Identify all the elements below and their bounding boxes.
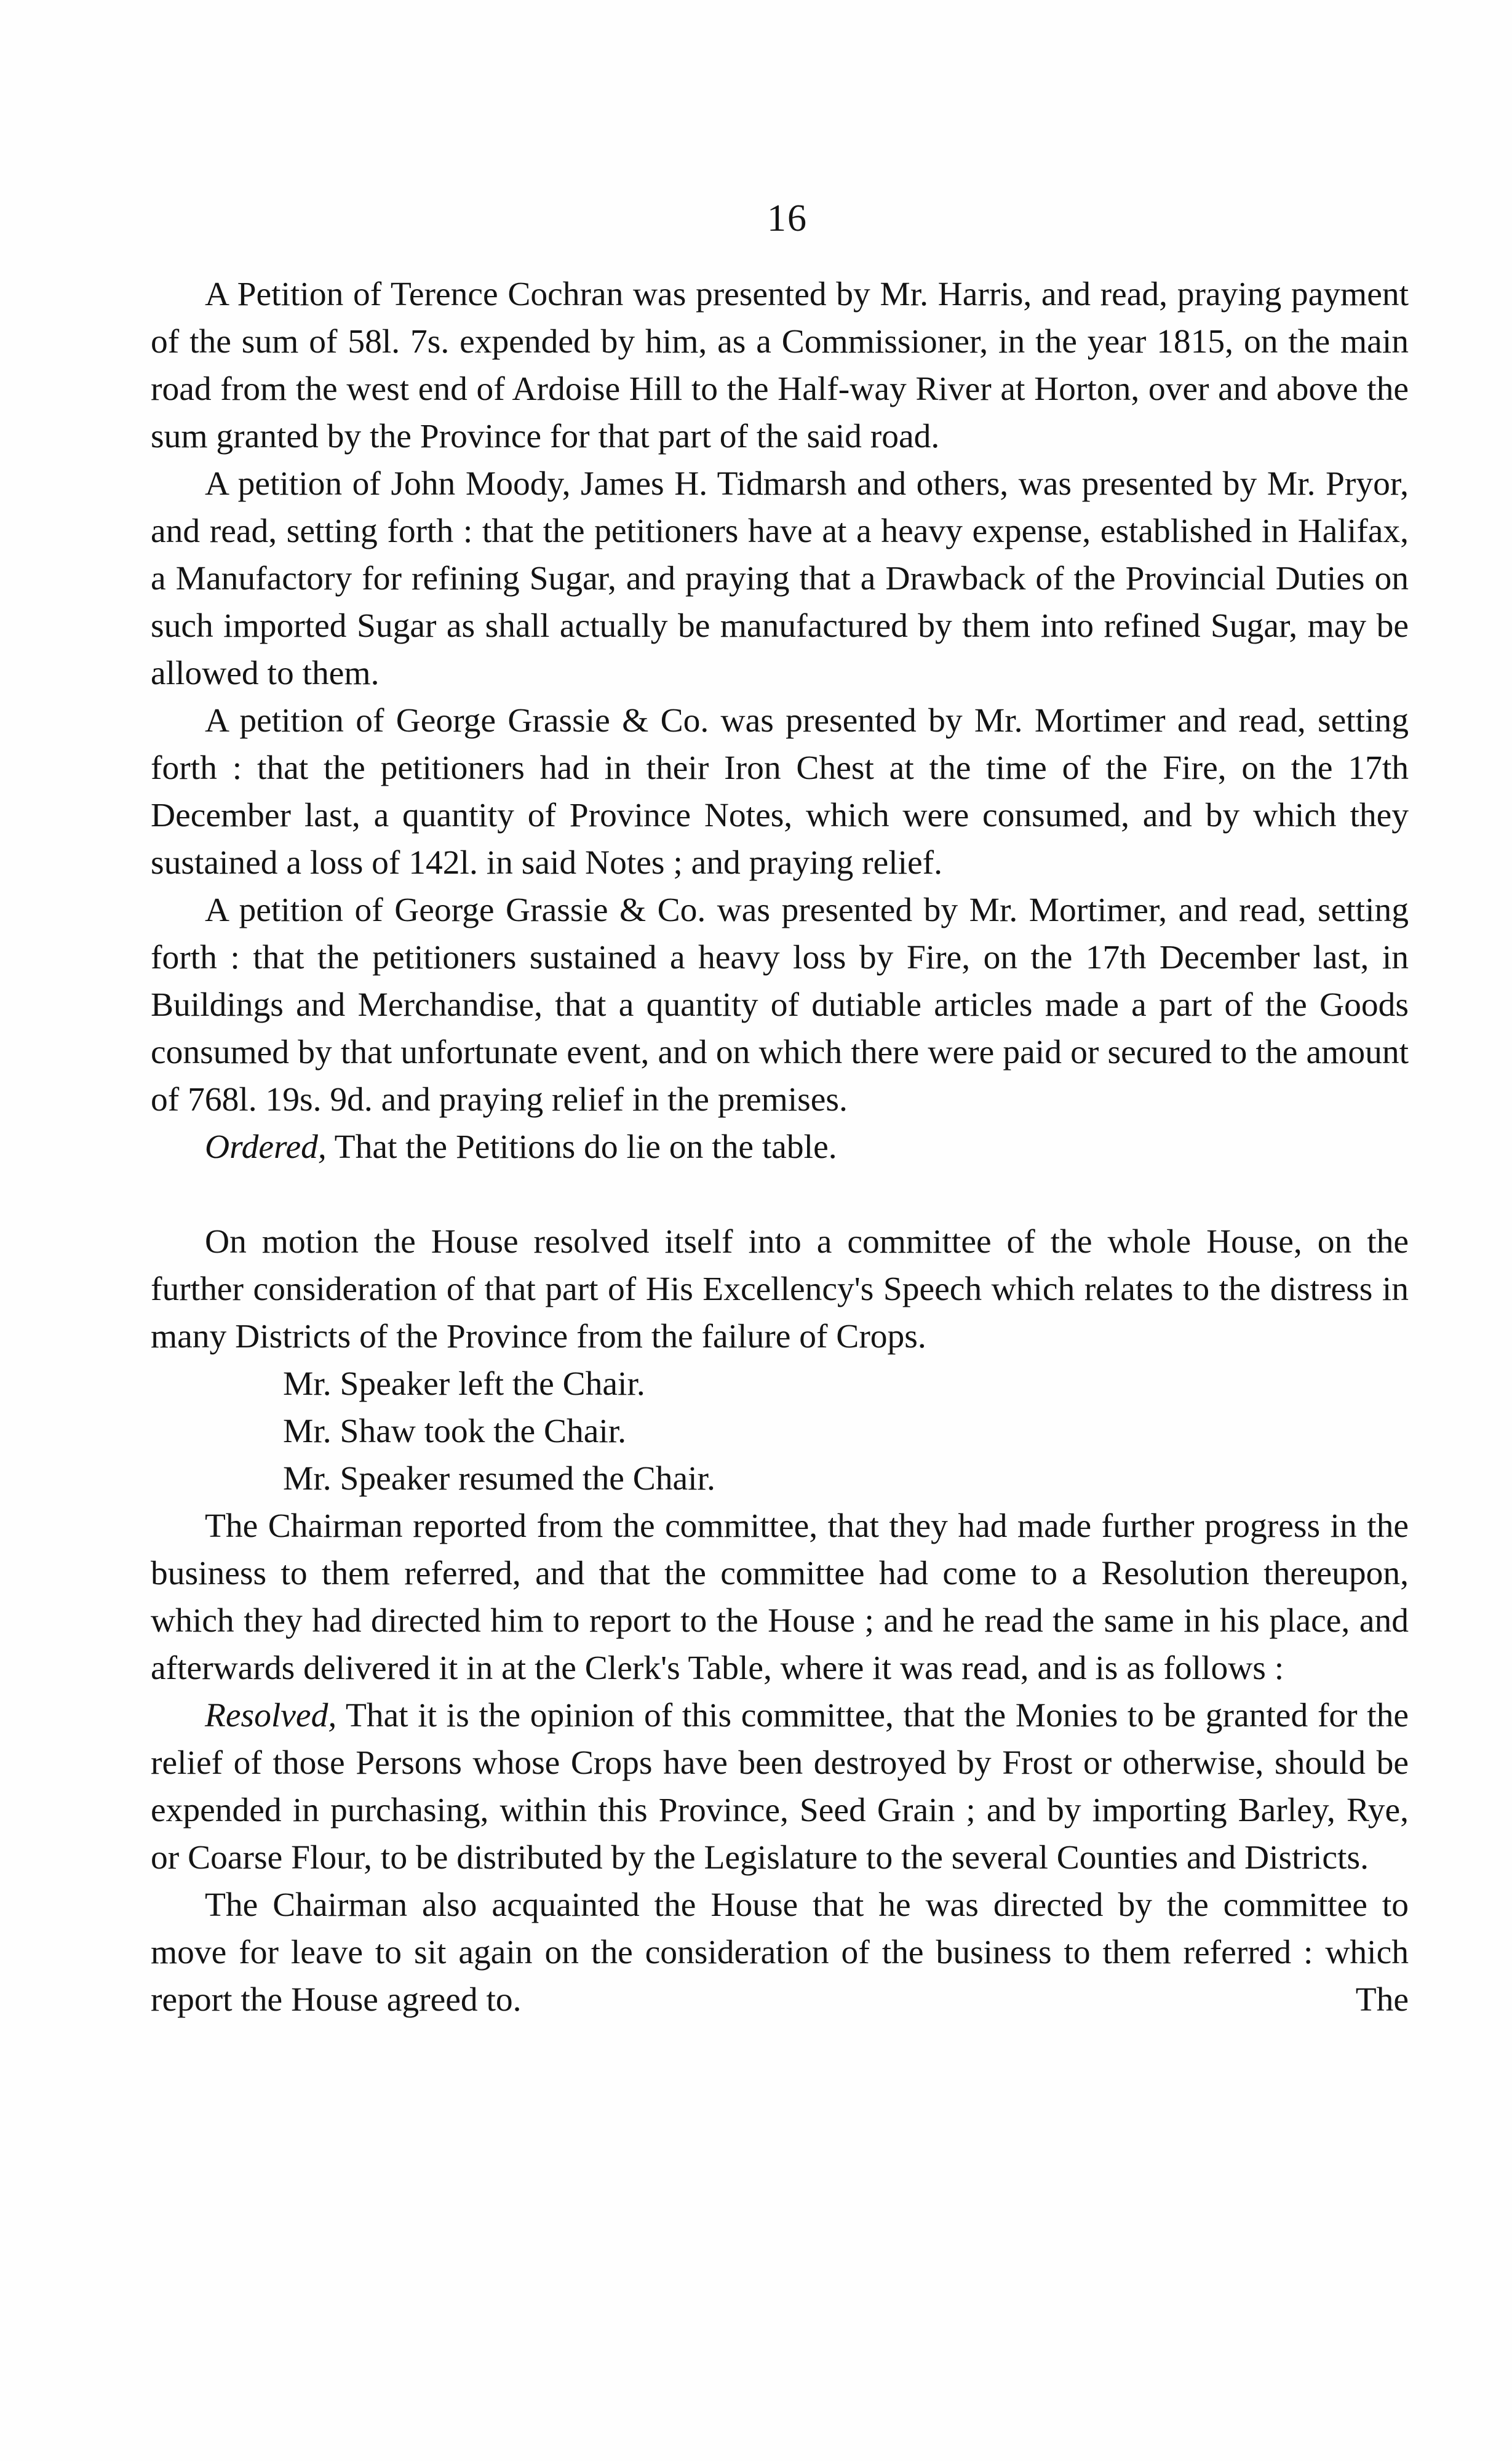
body-text xyxy=(151,271,1409,2024)
paragraph-text: A petition of George Grassie & Co. was presented by Mr. Mortimer, and read, setting forth : that the petitioners sustained a heavy loss by Fire, on the 17th December last, in Buildings and Merchandise, that a quantity of dutiable articles made a part of the Goods consumed by that unfortunate event, and on which there were paid or secured to the amount of 768l. 19s. 9d. and praying relief in the premises. xyxy=(151,891,1409,1119)
speaker-left-chair xyxy=(151,1360,1409,1408)
catchword: The xyxy=(1355,1981,1409,2019)
paragraph-text: A Petition of Terence Cochran was presented by Mr. Harris, and read, praying payment of the sum of 58l. 7s. expended by him, as a Commissioner, in the year 1815, on the main road from the west end of Ardoise Hill to the Half-way River at Horton, over and above the sum granted by the Province for that part of the said road. xyxy=(151,276,1409,455)
paragraph-text: A petition of George Grassie & Co. was presented by Mr. Mortimer and read, setting forth : that the petitioners had in their Iron Chest at the time of the Fire, on the 17th December last, a quantity of Province Notes, which were consumed, and by which they sustained a loss of 142l. in said Notes ; and praying relief. xyxy=(151,702,1409,882)
ordered-lead: Ordered, xyxy=(205,1128,327,1166)
paragraph-committee-motion xyxy=(151,1218,1409,1360)
paragraph-text: A petition of John Moody, James H. Tidmarsh and others, was presented by Mr. Pryor, and read, setting forth : that the petitioners have at a heavy expense, established in Halifax, a Manufactory for refining Sugar, and praying that a Drawback of the Provincial Duties on such imported Sugar as shall actually be manufactured by them into refined Sugar, may be allowed to them. xyxy=(151,465,1409,692)
paragraph-cochran-petition xyxy=(151,271,1409,460)
paragraph-grassie-notes-petition xyxy=(151,697,1409,887)
paragraph-chairman-report xyxy=(151,1502,1409,1692)
paragraph-text: The Chairman also acquainted the House that he was directed by the committee to move for leave to sit again on the consideration of the business to them referred : which report the House agreed to. xyxy=(151,1886,1409,2019)
paragraph-moody-petition xyxy=(151,460,1409,697)
paragraph-leave-to-sit-again xyxy=(151,1881,1409,2024)
paragraph-text: Mr. Speaker left the Chair. xyxy=(283,1365,645,1403)
resolved-lead: Resolved, xyxy=(205,1697,337,1734)
paragraph-text: That the Petitions do lie on the table. xyxy=(326,1128,837,1166)
speaker-resumed-chair xyxy=(151,1455,1409,1502)
shaw-took-chair xyxy=(151,1408,1409,1455)
paragraph-grassie-fire-petition xyxy=(151,887,1409,1123)
paragraph-text: The Chairman reported from the committee, that they had made further progress in the business to them referred, and that the committee had come to a Resolution thereupon, which they had directed him to report to the House ; and he read the same in his place, and afterwards delivered it in at the Clerk's Table, where it was read, and is as follows : xyxy=(151,1507,1409,1687)
paragraph-resolution xyxy=(151,1692,1409,1881)
paragraph-ordered xyxy=(151,1123,1409,1171)
paragraph-text: That it is the opinion of this committee, that the Monies to be granted for the relief of those Persons whose Crops have been destroyed by Frost or otherwise, should be expended in purchasing, within this Province, Seed Grain ; and by importing Barley, Rye, or Coarse Flour, to be distributed by the Legislature to the several Counties and Districts. xyxy=(151,1697,1409,1877)
paragraph-text: Mr. Shaw took the Chair. xyxy=(283,1413,627,1450)
page-number: 16 xyxy=(767,197,808,239)
paragraph-text: On motion the House resolved itself into a committee of the whole House, on the further consideration of that part of His Excellency's Speech which relates to the distress in many Districts of the Province from the failure of Crops. xyxy=(151,1223,1409,1355)
paragraph-text: Mr. Speaker resumed the Chair. xyxy=(283,1460,715,1498)
